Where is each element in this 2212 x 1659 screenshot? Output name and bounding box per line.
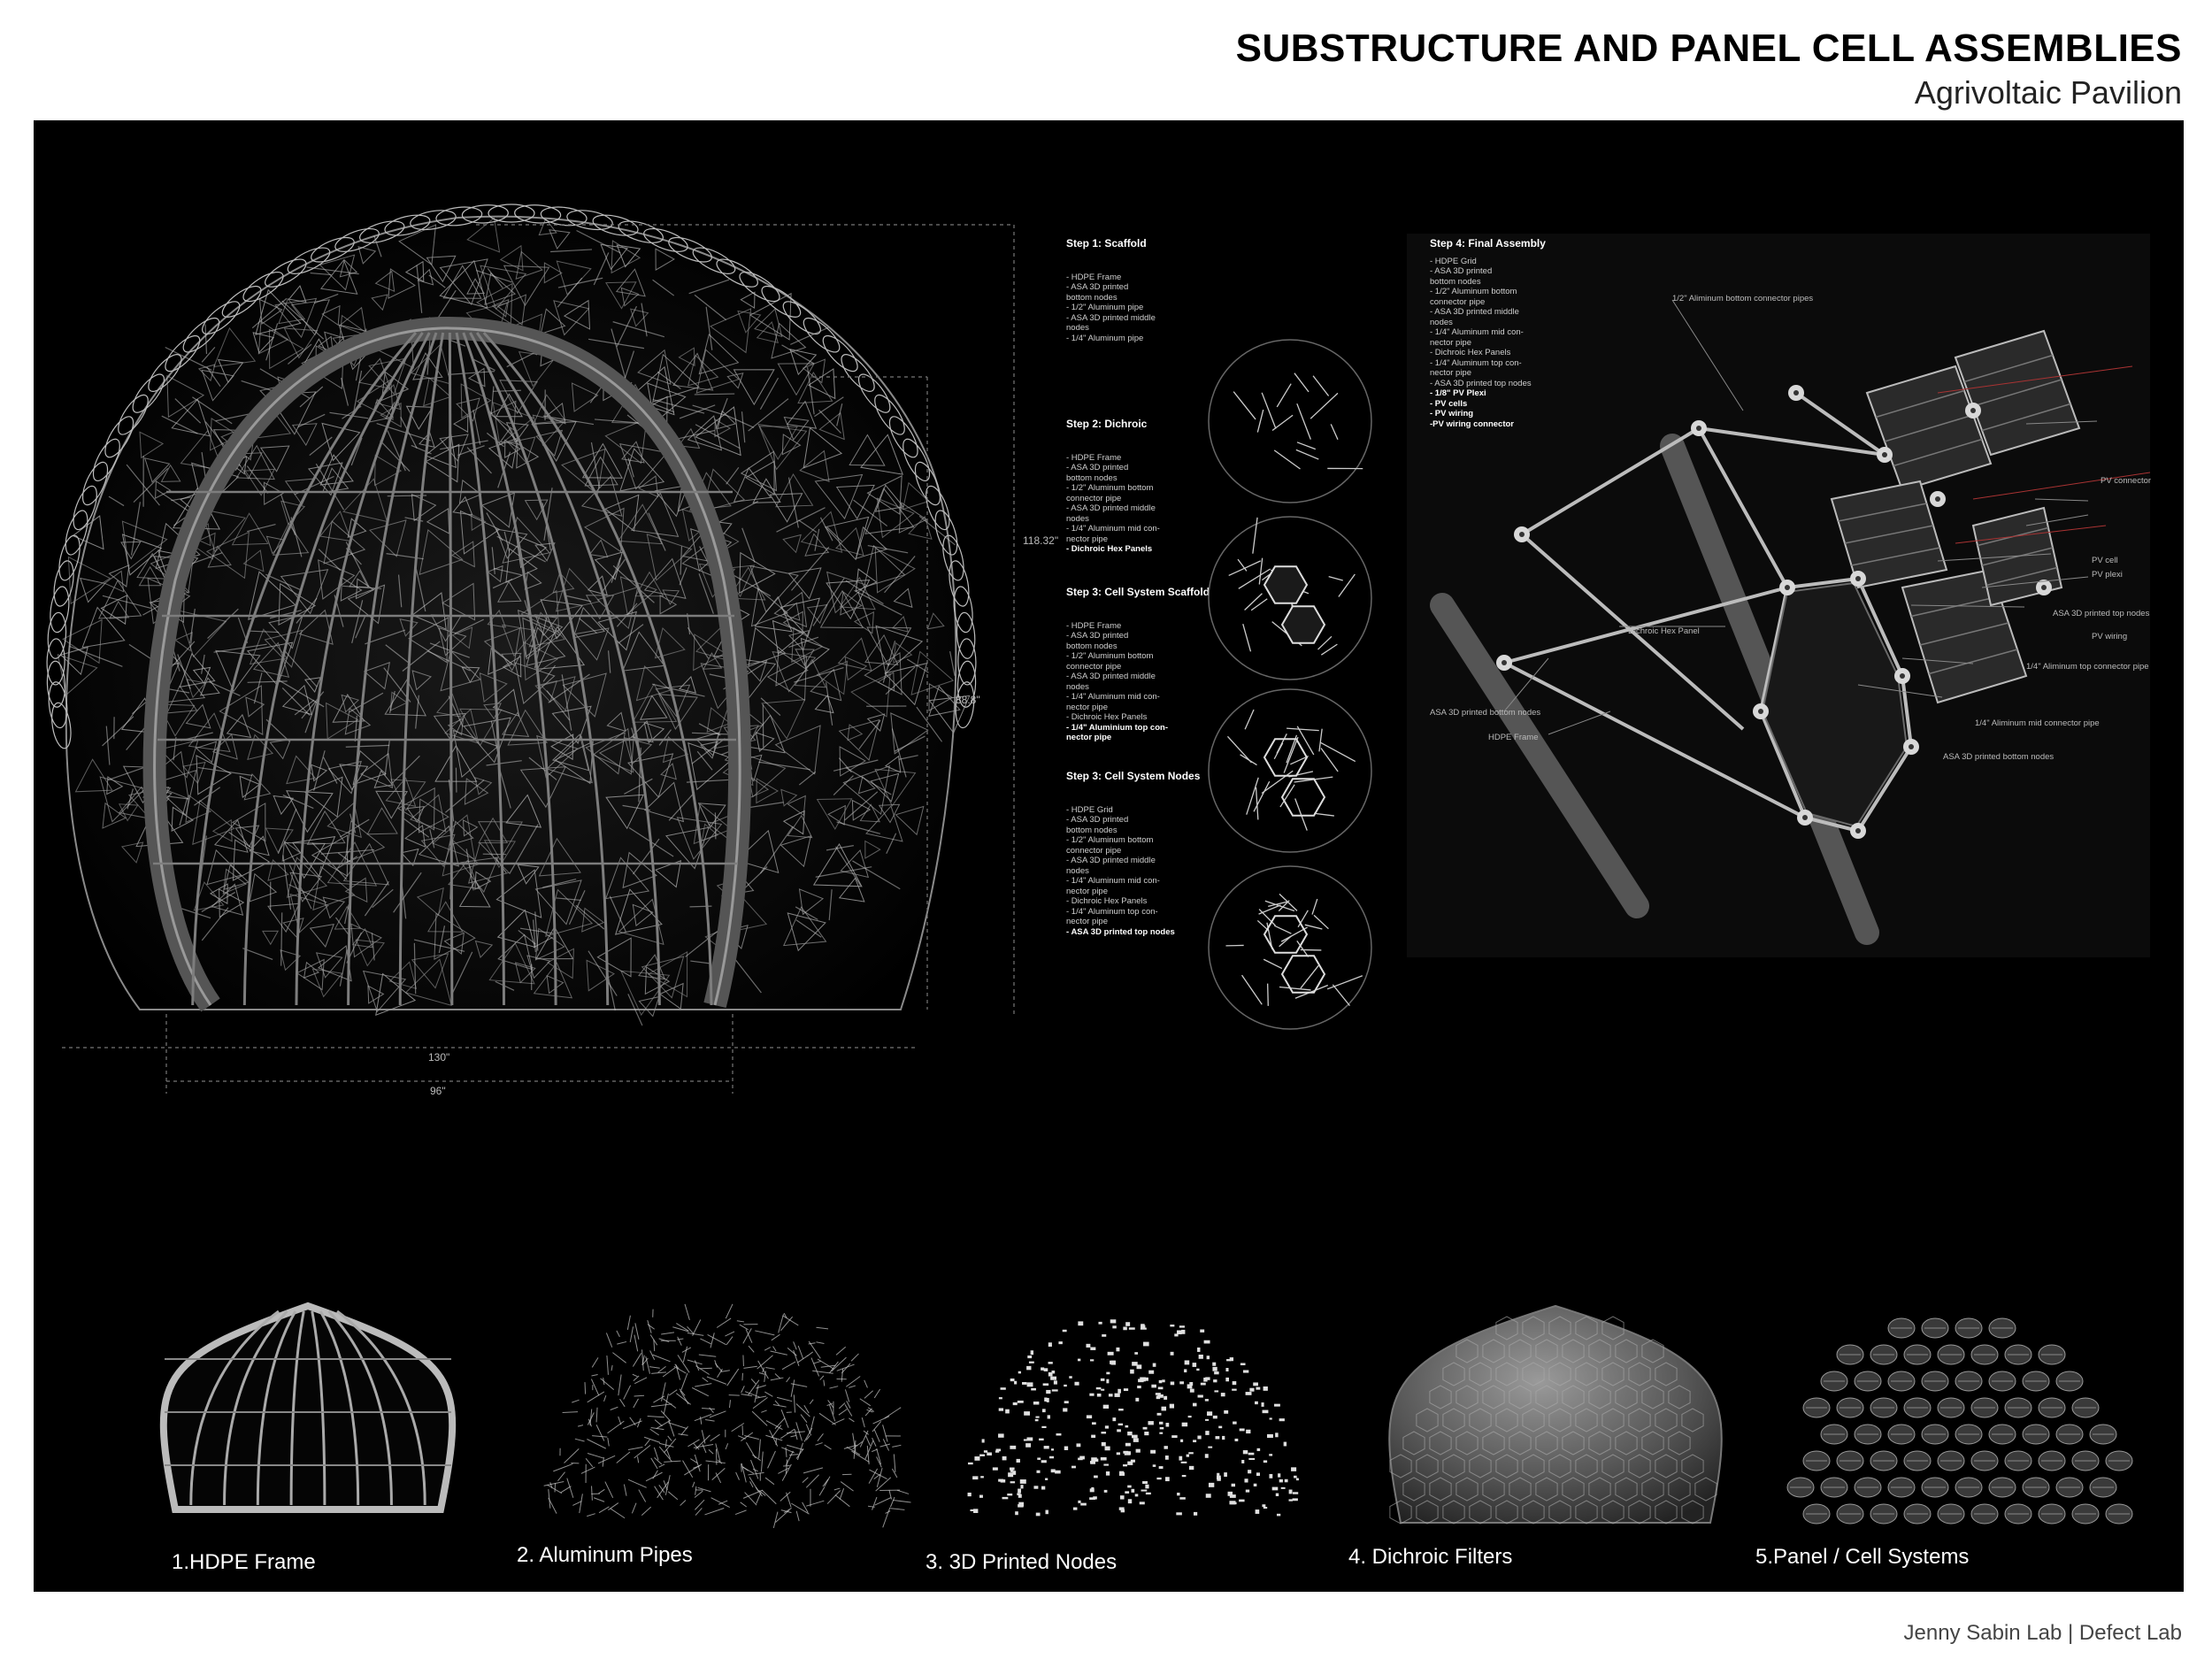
page-title: SUBSTRUCTURE AND PANEL CELL ASSEMBLIES: [1235, 27, 2182, 70]
caption-panel-cell-systems: 5.Panel / Cell Systems: [1755, 1545, 1970, 1569]
step-line: connector pipe: [1430, 296, 1486, 307]
step-line: - 1/2" Aluminum bottom: [1066, 483, 1154, 493]
step-line: - ASA 3D printed top nodes: [1066, 926, 1175, 937]
dimension-width-total: 130": [428, 1051, 450, 1064]
step-line: - 1/4" Aluminum top con-: [1430, 357, 1522, 368]
step-line: - ASA 3D printed middle: [1430, 307, 1519, 317]
step-line: nector pipe: [1066, 733, 1112, 742]
step-line: - HDPE Frame: [1066, 272, 1122, 282]
step-title: Step 3: Cell System Nodes: [1066, 770, 1201, 782]
step-line: - ASA 3D printed: [1430, 266, 1493, 276]
callout-pv-cell: PV cell: [2092, 556, 2118, 565]
step-line: - Dichroic Hex Panels: [1066, 544, 1153, 554]
caption-printed-nodes: 3. 3D Printed Nodes: [926, 1550, 1118, 1574]
step-line: - 1/4" Aluminum top con-: [1066, 906, 1158, 917]
step-line: - PV cells: [1430, 398, 1468, 409]
step-line: - HDPE Grid: [1066, 804, 1113, 815]
step-line: bottom nodes: [1066, 292, 1118, 303]
step-line: nector pipe: [1066, 886, 1109, 896]
step-line: bottom nodes: [1430, 276, 1481, 287]
step-line: connector pipe: [1066, 493, 1122, 503]
step-line: nector pipe: [1430, 368, 1472, 378]
step-line: - 1/8" PV Plexi: [1430, 388, 1486, 398]
drawing-panel: [34, 120, 2184, 1592]
step-line: - Dichroic Hex Panels: [1066, 896, 1148, 906]
step-line: nector pipe: [1066, 917, 1109, 926]
step-line: - ASA 3D printed middle: [1066, 503, 1156, 513]
step-line: nodes: [1066, 681, 1089, 692]
callout-hdpe-frame: HDPE Frame: [1488, 733, 1539, 742]
caption-hdpe-frame: 1.HDPE Frame: [172, 1550, 316, 1574]
step-line: - HDPE Frame: [1066, 620, 1122, 631]
step-line: - ASA 3D printed middle: [1066, 672, 1156, 681]
step-line: nector pipe: [1066, 702, 1109, 712]
step-line: - HDPE Grid: [1430, 256, 1477, 266]
step-line: nodes: [1066, 865, 1089, 876]
step-line: connector pipe: [1066, 661, 1122, 672]
step-line: - ASA 3D printed: [1066, 282, 1129, 292]
caption-aluminum-pipes: 2. Aluminum Pipes: [517, 1543, 693, 1567]
step-line: - 1/4" Aluminum mid con-: [1066, 692, 1160, 702]
step-line: - Dichroic Hex Panels: [1066, 712, 1148, 722]
step-line: bottom nodes: [1066, 641, 1118, 651]
callout-top-nodes: ASA 3D printed top nodes: [2053, 609, 2150, 618]
step-line: nodes: [1066, 323, 1089, 333]
dimension-height-inner: 88.8": [956, 694, 980, 706]
step-title: Step 4: Final Assembly: [1430, 237, 1546, 250]
step-line: - ASA 3D printed: [1066, 463, 1129, 472]
step-line: -PV wiring connector: [1430, 419, 1515, 429]
step-line: - ASA 3D printed top nodes: [1430, 378, 1532, 388]
step-title: Step 1: Scaffold: [1066, 237, 1147, 250]
step-line: - ASA 3D printed middle: [1066, 856, 1156, 865]
callout-mid-pipe: 1/4" Aliminum mid connector pipe: [1975, 718, 2100, 728]
step-line: - 1/4" Aluminum mid con-: [1430, 327, 1524, 337]
step-4-text: [1430, 239, 1580, 429]
callout-pv-connector: PV connector: [2101, 476, 2152, 486]
step-line: - ASA 3D printed: [1066, 815, 1129, 825]
dimension-width-inner: 96": [430, 1085, 446, 1097]
callout-pv-plexi: PV plexi: [2092, 570, 2123, 580]
caption-dichroic-filters: 4. Dichroic Filters: [1348, 1545, 1513, 1569]
step-line: - ASA 3D printed: [1066, 631, 1129, 641]
pavilion-elevation: [34, 120, 1095, 1094]
step-line: bottom nodes: [1066, 472, 1118, 483]
step-line: - Dichroic Hex Panels: [1430, 348, 1511, 357]
step-line: - 1/2" Aluminum bottom: [1066, 835, 1154, 845]
dimension-height-total: 118.32": [1023, 534, 1059, 547]
step-line: - PV wiring: [1430, 409, 1474, 419]
step-line: - 1/4" Aluminum mid con-: [1066, 876, 1160, 886]
step-line: nodes: [1066, 513, 1089, 524]
step-3-nodes-text: [1066, 772, 1217, 937]
footer-credit: Jenny Sabin Lab | Defect Lab: [1903, 1621, 2182, 1645]
step-line: nector pipe: [1066, 534, 1109, 544]
step-line: bottom nodes: [1066, 825, 1118, 835]
step-line: - 1/4" Aluminum pipe: [1066, 333, 1144, 343]
step-title: Step 2: Dichroic: [1066, 418, 1148, 430]
step-line: - HDPE Frame: [1066, 452, 1122, 463]
step-title: Step 3: Cell System Scaffold: [1066, 586, 1210, 598]
step-3-text: [1066, 588, 1217, 743]
callout-bottom-nodes-left: ASA 3D printed bottom nodes: [1430, 708, 1541, 718]
step-line: - ASA 3D printed middle: [1066, 312, 1156, 323]
step-line: nodes: [1430, 317, 1453, 327]
step-line: - 1/4" Aluminium top con-: [1066, 722, 1168, 733]
callout-pv-wiring: PV wiring: [2092, 632, 2128, 641]
step-line: nector pipe: [1430, 337, 1472, 348]
step-1-text: [1066, 239, 1217, 343]
callout-dichroic-hex-panel: Dichroic Hex Panel: [1628, 626, 1700, 636]
sequence-thumbnails: [34, 1173, 2184, 1545]
step-line: - 1/2" Aluminum bottom: [1430, 287, 1517, 296]
callout-top-pipe: 1/4" Aliminum top connector pipe: [2026, 662, 2149, 672]
step-line: - 1/2" Aluminum bottom: [1066, 651, 1154, 661]
step-line: - 1/4" Aluminum mid con-: [1066, 524, 1160, 534]
step-line: - 1/2" Aluminum pipe: [1066, 303, 1144, 312]
step-line: connector pipe: [1066, 845, 1122, 856]
callout-bottom-nodes-right: ASA 3D printed bottom nodes: [1943, 752, 2055, 762]
step-2-text: [1066, 419, 1217, 555]
step-circles: [1206, 235, 1383, 1032]
callout-bottom-pipes: 1/2" Aliminum bottom connector pipes: [1672, 294, 1814, 303]
page-subtitle: Agrivoltaic Pavilion: [1914, 74, 2182, 111]
